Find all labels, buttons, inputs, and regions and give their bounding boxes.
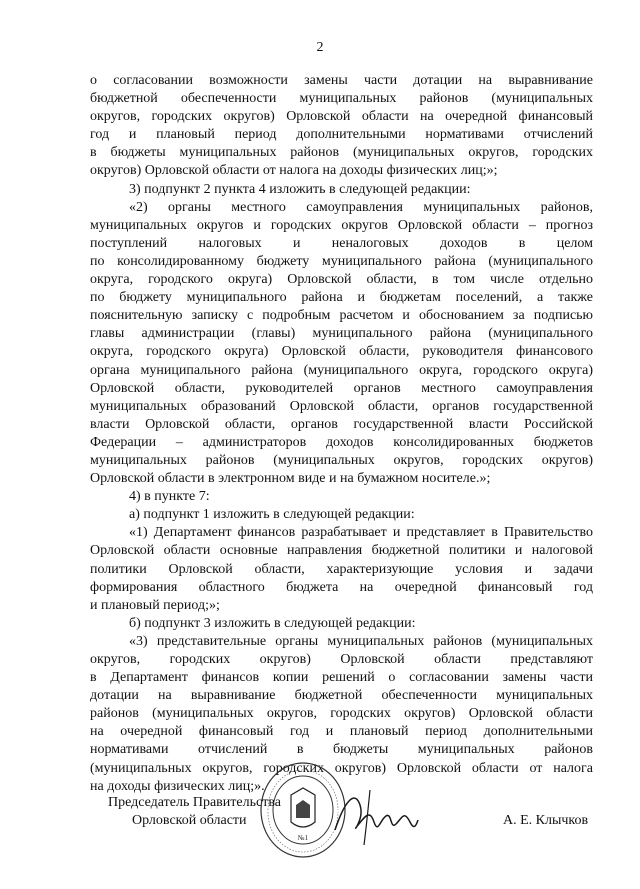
text-line: по бюджету муниципального района и бюджетам поселений, а также	[90, 290, 593, 306]
text-line: главы администрации (главы) муниципального района (муниципального	[90, 326, 593, 342]
text-line: бюджетной обеспеченности муниципальных районов (муниципальных	[90, 91, 593, 107]
signatory-title-line2: Орловской области	[132, 813, 247, 828]
svg-text:№1: №1	[297, 834, 309, 842]
text-line: Орловской области, руководителей органов местного самоуправления	[90, 380, 593, 396]
text-line: Орловской области в электронном виде и на бумажном носителе.»;	[90, 471, 491, 487]
text-line: 3) подпункт 2 пункта 4 изложить в следующей редакции:	[129, 181, 471, 197]
text-line: на очередной финансовый год и плановый период дополнительными	[90, 724, 593, 740]
text-line: Федерации – администраторов доходов консолидированных бюджетов	[90, 434, 593, 450]
text-line: «3) представительные органы муниципальных районов (муниципальных	[129, 633, 593, 649]
text-line: и плановый период;»;	[90, 597, 220, 613]
text-line: формирования областного бюджета на очередной финансовый год	[90, 579, 593, 595]
text-line: Орловской области основные направления бюджетной политики и налоговой	[90, 543, 593, 559]
page-number: 2	[316, 40, 324, 55]
text-line: б) подпункт 3 изложить в следующей редакции:	[129, 615, 416, 631]
text-line: муниципальных округов и городских округов Орловской области – прогноз	[90, 217, 593, 233]
text-line: политики Орловской области, характеризующие условия и задачи	[90, 561, 593, 577]
text-line: «2) органы местного самоуправления муниципальных районов,	[129, 199, 593, 215]
text-line: о согласовании возможности замены части дотации на выравнивание	[90, 73, 593, 88]
text-line: округов) Орловской области от налога на доходы физических лиц;»;	[90, 163, 498, 179]
text-line: округа, городского округа) Орловской области, руководителя финансового	[90, 344, 593, 360]
text-line: районов (муниципальных округов, городских округов) Орловской области	[90, 706, 593, 722]
document-body	[90, 72, 593, 796]
signatory-title-line1: Председатель Правительства	[108, 795, 281, 810]
text-line: 4) в пункте 7:	[129, 489, 210, 505]
text-line: дотации на выравнивание бюджетной обеспеченности муниципальных	[90, 688, 593, 704]
text-line: «1) Департамент финансов разрабатывает и представляет в Правительство	[129, 525, 593, 541]
text-line: (муниципальных округов, городских округов) Орловской области от налога	[90, 760, 593, 776]
text-line: нормативами отчислений в бюджеты муниципальных районов	[90, 742, 593, 758]
text-line: округов, городских округов) Орловской области на очередной финансовый	[90, 109, 593, 125]
text-line: по консолидированному бюджету муниципального района (муниципального	[90, 253, 593, 269]
text-line: органа муниципального района (муниципального округа, городского округа)	[90, 362, 593, 378]
text-line: власти Орловской области, органов государственной власти Российской	[90, 416, 593, 432]
signatory-name: А. Е. Клычков	[503, 813, 589, 828]
text-line: муниципальных образований Орловской области, органов государственной	[90, 398, 593, 414]
signature-block	[0, 790, 640, 870]
text-line: округов, городских округов) Орловской области представляют	[90, 652, 593, 667]
text-line: в Департамент финансов копии решений о согласовании замены части	[90, 670, 593, 686]
text-line: а) подпункт 1 изложить в следующей редакции:	[129, 507, 415, 523]
text-line: на доходы физических лиц;».	[90, 778, 265, 794]
handwritten-signature	[330, 780, 420, 850]
text-line: в бюджеты муниципальных районов (муниципальных округов, городских	[90, 145, 593, 161]
text-line: округа, городского округа) Орловской области, в том числе отдельно	[90, 272, 593, 288]
text-line: поступлений налоговых и неналоговых доходов в целом	[90, 235, 593, 251]
text-line: пояснительную записку с подробным расчетом и обоснованием за подписью	[90, 308, 593, 324]
text-line: муниципальных районов (муниципальных округов, городских округов)	[90, 452, 593, 468]
text-line: год и плановый период дополнительными нормативами отчислений	[90, 127, 593, 143]
